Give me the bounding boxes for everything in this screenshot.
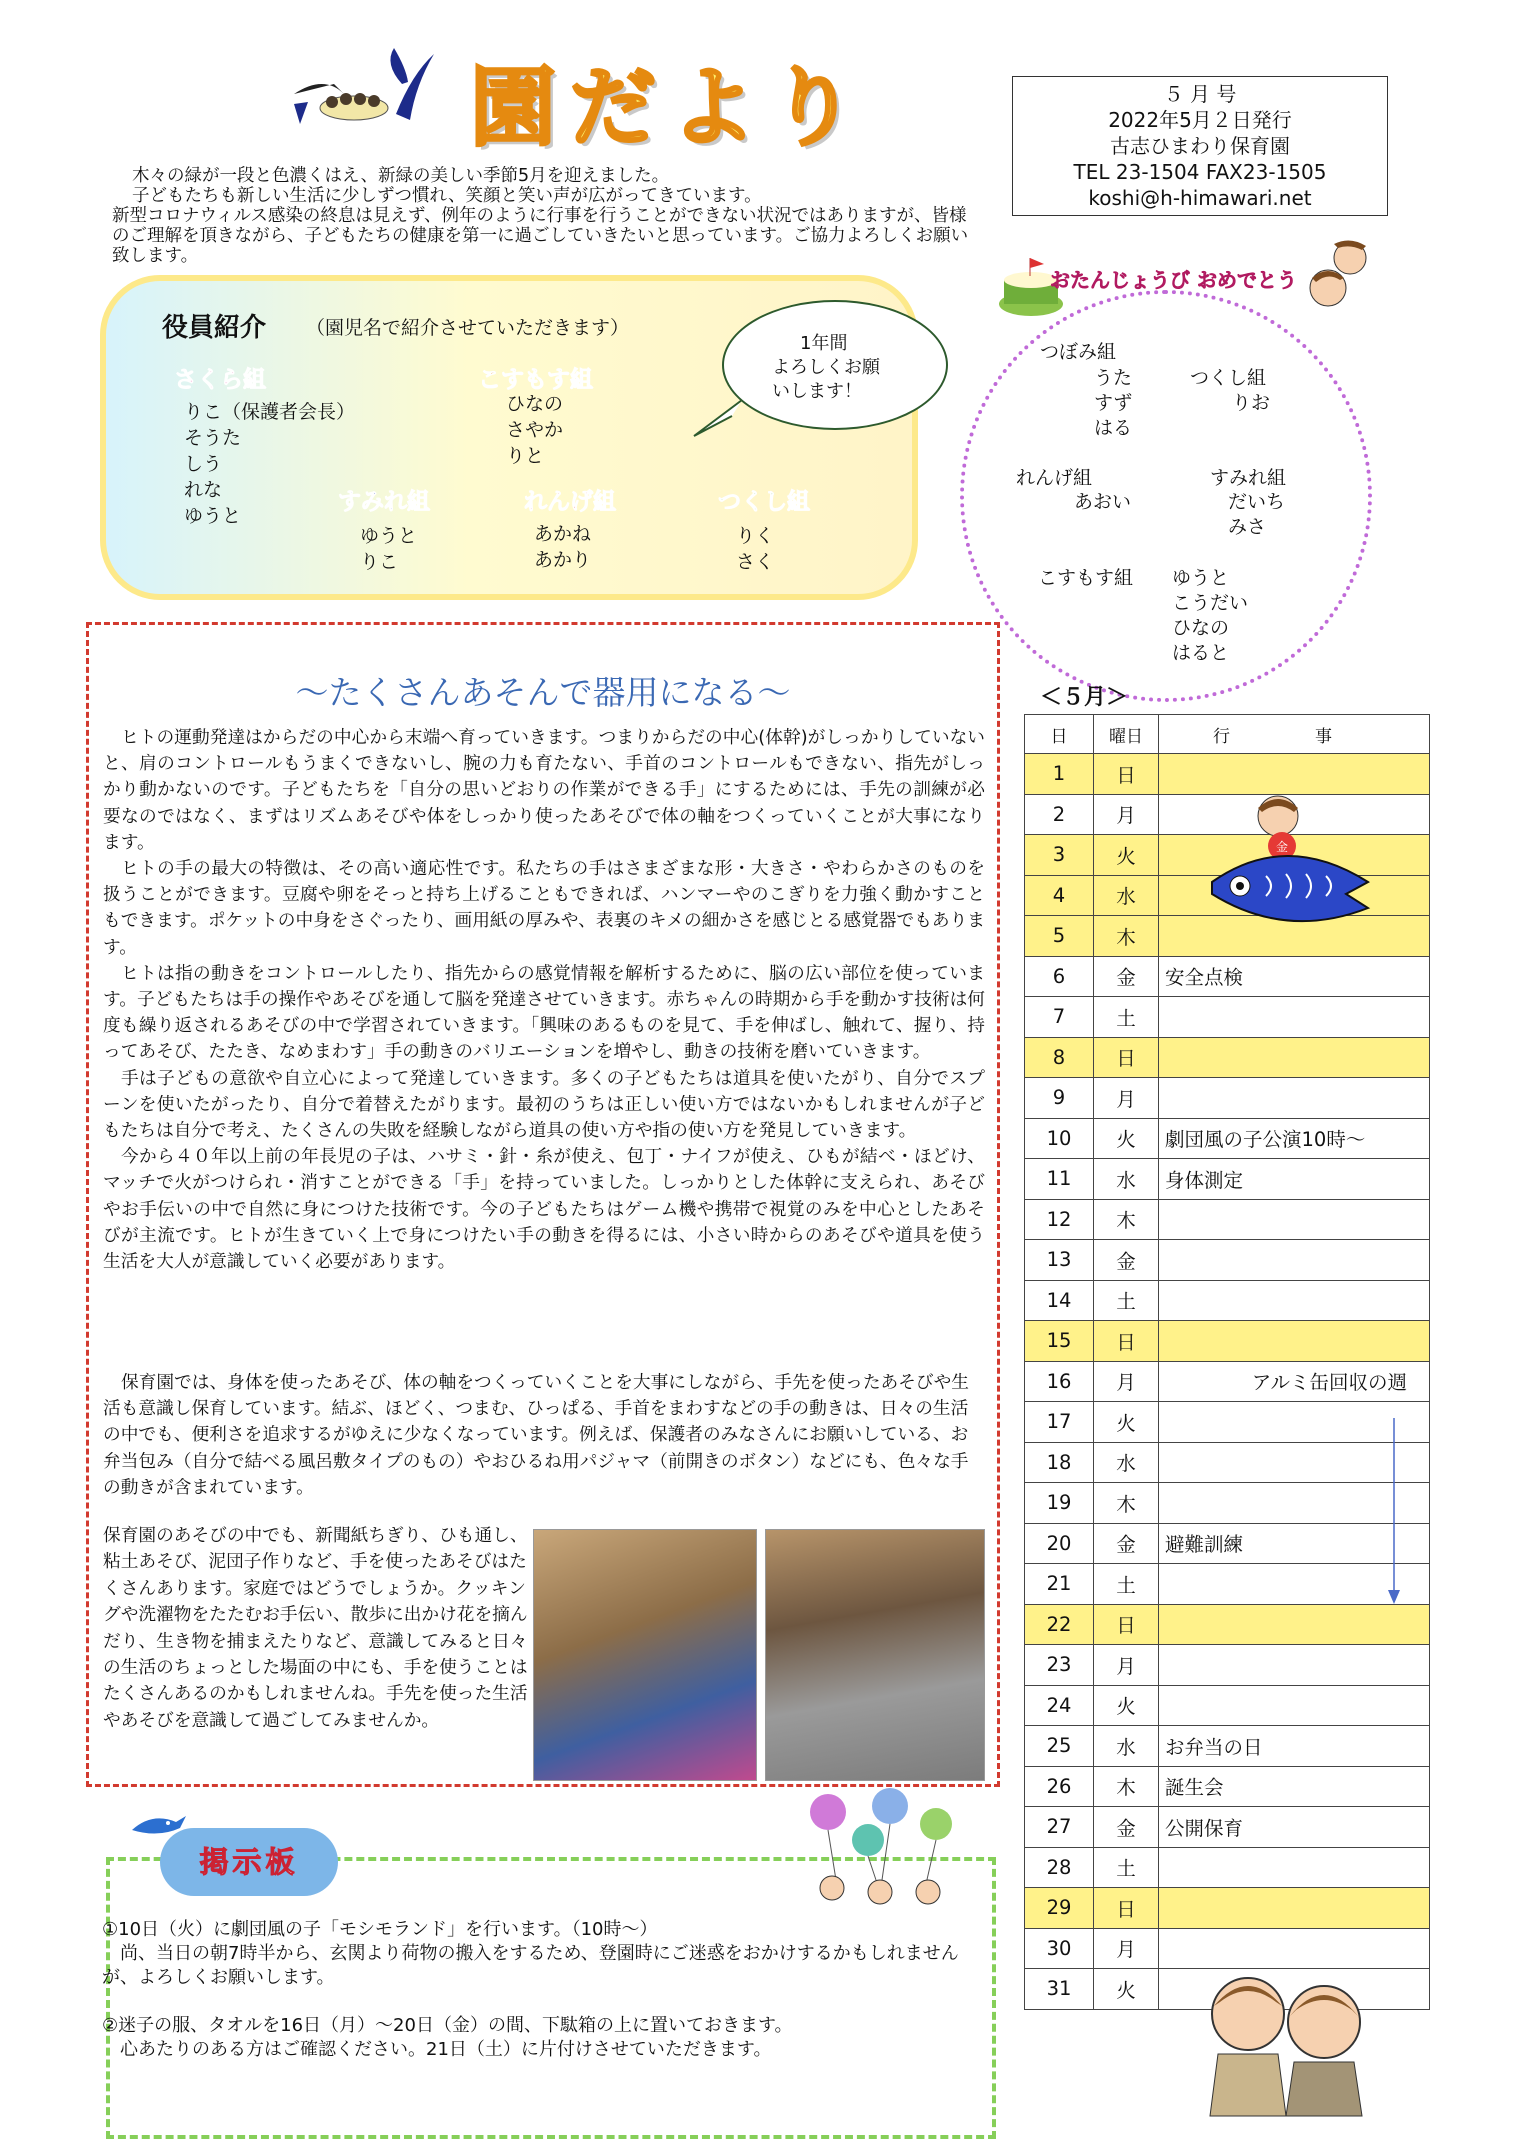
calendar-event [1159,1037,1430,1078]
group-renge: れんげ組 [524,489,616,515]
calendar-day: 13 [1025,1240,1094,1281]
bday-member: りお [1232,392,1271,414]
bubble-tail-icon [692,398,752,442]
bday-group-kosumosu: こすもす組 [1038,567,1134,589]
calendar-row [1025,1361,1430,1402]
calendar-event [1159,1321,1430,1362]
bday-member: はる [1094,417,1133,439]
bday-member: ひなの [1172,617,1230,639]
bday-group-sumire: すみれ組 [1210,467,1287,489]
calendar-header-event: 行 事 [1159,715,1430,754]
calendar-row [1025,1928,1430,1969]
calendar-day: 17 [1025,1402,1094,1443]
calendar-weekday: 金 [1094,956,1159,997]
bubble-line: いします！ [772,381,862,402]
phone-fax: TEL 23-1504 FAX23-1505 [1073,160,1327,184]
member: ゆうと [184,505,242,527]
calendar-event [1159,1604,1430,1645]
calendar-weekday: 金 [1094,1807,1159,1848]
article-box [86,622,1000,1787]
calendar-event [1159,1888,1430,1929]
issue-date: 2022年5月２日発行 [1108,108,1292,132]
email: koshi@h-himawari.net [1088,186,1312,210]
group-sumire-members [360,523,417,575]
group-sumire: すみれ組 [338,489,430,515]
issue-info-box [1012,76,1388,216]
calendar-day: 19 [1025,1483,1094,1524]
member: れな [184,479,223,501]
calendar-weekday: 水 [1094,1159,1159,1200]
two-kids-icon [1196,1966,1376,2130]
calendar-day: 21 [1025,1564,1094,1605]
calendar-weekday: 木 [1094,916,1159,957]
calendar-row [1025,1118,1430,1159]
bday-member: すず [1094,392,1133,414]
calendar-row [1025,1766,1430,1807]
board-item: 尚、当日の朝7時半から、玄関より荷物の搬入をするため、登園時にご迷惑をおかけするかもしれませんが、よろしくお願いします。 [102,1943,959,1988]
bday-member: うた [1094,367,1133,389]
page-title: 園だより [470,58,870,158]
member: あかね [534,523,592,545]
calendar-event [1159,1928,1430,1969]
intro-line: 子どもたちも新しい生活に少しずつ慣れ、笑顔と笑い声が広がってきています。 [132,186,762,206]
calendar-weekday: 月 [1094,1928,1159,1969]
officers-title: 役員紹介 [162,313,267,343]
calendar-day: 15 [1025,1321,1094,1362]
calendar-day: 2 [1025,794,1094,835]
calendar-weekday: 日 [1094,1888,1159,1929]
calendar-weekday: 土 [1094,1847,1159,1888]
calendar-event: お弁当の日 [1159,1726,1430,1767]
member: さく [736,551,775,573]
calendar-row [1025,1645,1430,1686]
birthday-banner-text: おたんじょうび おめでとう [1050,268,1297,292]
calendar-row [1025,1159,1430,1200]
calendar-row [1025,1888,1430,1929]
calendar-weekday: 月 [1094,794,1159,835]
bday-members-sumire [1228,490,1285,540]
photo-child-buttoning [765,1529,985,1781]
calendar-weekday: 火 [1094,1969,1159,2010]
calendar-row [1025,1847,1430,1888]
article-title: ～たくさんあそんで器用になる～ [295,673,791,712]
article-body [103,725,985,1275]
calendar-event [1159,1280,1430,1321]
calendar-event: 誕生会 [1159,1766,1430,1807]
issue-month: ５ 月 号 [1163,82,1237,106]
intro-line: 新型コロナウィルス感染の終息は見えず、例年のように行事を行うことができない状況ではありますが、皆様のご理解を頂きながら、子どもたちの健康を第一に過ごしていきたいと思っています。ご協力よろしくお願い致します。 [112,206,969,266]
group-tsukushi: つくし組 [718,489,810,515]
bday-member: ゆうと [1172,567,1230,589]
calendar-day: 11 [1025,1159,1094,1200]
intro-text [112,166,982,266]
board-item: ①10日（火）に劇団風の子「モシモランド」を行います。（10時～） [102,1919,658,1940]
calendar-event: 公開保育 [1159,1807,1430,1848]
calendar-event [1159,1199,1430,1240]
swallow-logo-icon [284,44,436,126]
calendar-label: ＜５月＞ [1040,685,1129,710]
calendar-row [1025,1280,1430,1321]
calendar-weekday: 木 [1094,1483,1159,1524]
calendar-row [1025,956,1430,997]
koinobori-boy-icon [1206,790,1376,944]
officers-subtitle: （園児名で紹介させていただきます） [306,317,630,339]
calendar-day: 24 [1025,1685,1094,1726]
group-tsukushi-members [736,523,774,575]
calendar-event [1159,1847,1430,1888]
bday-member: みさ [1228,516,1267,538]
calendar-row [1025,1199,1430,1240]
calendar-row [1025,1321,1430,1362]
calendar-day: 28 [1025,1847,1094,1888]
calendar-weekday: 金 [1094,1523,1159,1564]
calendar-day: 31 [1025,1969,1094,2010]
calendar-weekday: 日 [1094,1321,1159,1362]
calendar-header-row [1025,715,1430,754]
board-title: 掲示板 [160,1828,338,1896]
calendar-event: 安全点検 [1159,956,1430,997]
bday-member: だいち [1228,491,1286,513]
calendar-day: 25 [1025,1726,1094,1767]
calendar-day: 14 [1025,1280,1094,1321]
calendar-weekday: 火 [1094,1118,1159,1159]
calendar-header-day: 日 [1025,715,1094,754]
calendar-day: 8 [1025,1037,1094,1078]
calendar-event [1159,1078,1430,1119]
calendar-day: 30 [1025,1928,1094,1969]
article-paragraph: ヒトは指の動きをコントロールしたり、指先からの感覚情報を解析するために、脳の広い部位を使っています。子どもたちは手の操作やあそびを通して脳を発達させていきます。赤ちゃんの時期から手を動かす技術は何度も繰り返されるあそびの中で学習されていきます。「興味のあるものを見て、手を伸ばし、触れて、握り、持ってあそび、たたき、なめまわす」手の動きのバリエーションを増やし、動きの技術を磨いていきます。 [103,963,985,1063]
calendar-weekday: 土 [1094,1564,1159,1605]
member: さやか [506,419,564,441]
article-paragraph: 手は子どもの意欲や自立心によって発達していきます。多くの子どもたちは道具を使いたがり、自分でスプーンを使いたがったり、自分で着替えたがります。最初のうちは正しい使い方ではないかもしれませんが子どもたちは自分で考え、たくさんの失敗を経験しながら道具の使い方や指の使い方を発見していきます。 [103,1068,985,1142]
bday-members-kosumosu [1172,566,1248,666]
calendar-day: 3 [1025,835,1094,876]
board-item: ②迷子の服、タオルを16日（月）～20日（金）の間、下駄箱の上に置いておきます。 [102,2015,793,2036]
calendar-event: アルミ缶回収の週 [1159,1361,1430,1402]
calendar-weekday: 日 [1094,1604,1159,1645]
calendar-event [1159,1240,1430,1281]
calendar-day: 20 [1025,1523,1094,1564]
member: ひなの [506,393,564,415]
member: しう [184,453,223,475]
calendar-row [1025,1604,1430,1645]
group-renge-members [534,521,591,573]
calendar-weekday: 日 [1094,1037,1159,1078]
calendar-weekday: 金 [1094,1240,1159,1281]
calendar-row [1025,754,1430,795]
calendar-weekday: 月 [1094,1645,1159,1686]
calendar-weekday: 水 [1094,1726,1159,1767]
calendar-row [1025,1442,1430,1483]
calendar-event: 劇団風の子公演10時～ [1159,1118,1430,1159]
group-kosumosu: こすもす組 [478,367,593,393]
member: あかり [534,549,592,571]
calendar-weekday: 水 [1094,875,1159,916]
calendar-row [1025,997,1430,1038]
calendar-header-weekday: 曜日 [1094,715,1159,754]
calendar-weekday: 月 [1094,1078,1159,1119]
birthday-banner [1050,264,1297,293]
bday-member: あおい [1074,491,1132,513]
calendar-event [1159,997,1430,1038]
bubble-line: 1年間 [800,333,848,354]
calendar-weekday: 火 [1094,1685,1159,1726]
calendar-weekday: 日 [1094,754,1159,795]
calendar-day: 6 [1025,956,1094,997]
member: りく [736,525,775,547]
calendar-event [1159,754,1430,795]
member: りと [506,445,545,467]
group-sakura-members [184,399,355,529]
calendar-day: 1 [1025,754,1094,795]
calendar-row [1025,1240,1430,1281]
calendar-day: 9 [1025,1078,1094,1119]
speech-bubble [722,300,948,430]
calendar-day: 5 [1025,916,1094,957]
calendar-day: 29 [1025,1888,1094,1929]
calendar-day: 26 [1025,1766,1094,1807]
bday-group-renge: れんげ組 [1016,467,1093,489]
balloon-kids-icon [796,1784,992,1918]
birthday-circle [960,290,1372,702]
calendar-row [1025,1726,1430,1767]
calendar-day: 4 [1025,875,1094,916]
bubble-line: よろしくお願 [772,357,880,378]
bday-members-tsubomi [1094,366,1132,441]
calendar-day: 22 [1025,1604,1094,1645]
calendar-weekday: 火 [1094,1402,1159,1443]
kids-face-icon [1300,236,1380,320]
calendar-day: 16 [1025,1361,1094,1402]
calendar-row [1025,1037,1430,1078]
bday-member: こうだい [1172,592,1249,614]
board-text [102,1918,982,2062]
calendar-event [1159,1685,1430,1726]
calendar-event: 身体測定 [1159,1159,1430,1200]
svg-text:金: 金 [1276,840,1289,854]
calendar-row [1025,1807,1430,1848]
article-paragraph: ヒトの手の最大の特徴は、その高い適応性です。私たちの手はさまざまな形・大きさ・やわらかさのものを扱うことができます。豆腐や卵をそっと持ち上げることもできれば、ハンマーやのこぎりを力強く動かすこともできます。ポケットの中身をさぐったり、画用紙の厚みや、表裏のキメの細かさを感じとる感覚器でもあります。 [103,859,985,958]
calendar-day: 7 [1025,997,1094,1038]
board-item [102,1990,982,2014]
article-body-3: 保育園のあそびの中でも、新聞紙ちぎり、ひも通し、粘土あそび、泥団子作りなど、手を使ったあそびはたくさんあります。家庭ではどうでしょうか。クッキングや洗濯物をたたむお手伝い、散歩に出かけ花を摘んだり、生き物を捕まえたりなど、意識してみると日々の生活のちょっとした場面の中にも、手を使うことはたくさんあるのかもしれませんね。手先を使った生活やあそびを意識して過ごしてみませんか。 [103,1526,528,1731]
calendar-day: 10 [1025,1118,1094,1159]
calendar-day: 23 [1025,1645,1094,1686]
calendar-day: 12 [1025,1199,1094,1240]
board-item: 心あたりのある方はご確認ください。21日（土）に片付けさせていただきます。 [102,2039,772,2060]
calendar-row [1025,1685,1430,1726]
group-kosumosu-members [506,391,563,469]
member: りこ [360,551,399,573]
calendar-day: 18 [1025,1442,1094,1483]
calendar-row [1025,1564,1430,1605]
bday-group-tsubomi: つぼみ組 [1040,341,1117,363]
calendar-weekday: 月 [1094,1361,1159,1402]
intro-line: 木々の緑が一段と色濃くはえ、新緑の美しい季節5月を迎えました。 [132,166,670,186]
calendar-weekday: 土 [1094,1280,1159,1321]
calendar-event [1159,1645,1430,1686]
group-sakura: さくら組 [174,367,266,393]
calendar-weekday: 土 [1094,997,1159,1038]
school-name: 古志ひまわり保育園 [1110,134,1290,158]
photo-child-wrapping [533,1529,757,1781]
bday-group-tsukushi: つくし組 [1190,367,1267,389]
member: りこ（保護者会長） [184,401,356,423]
bday-member: はると [1172,642,1230,664]
calendar-row [1025,1523,1430,1564]
member: ゆうと [360,525,418,547]
calendar-weekday: 水 [1094,1442,1159,1483]
calendar-row [1025,1402,1430,1443]
calendar-row [1025,1483,1430,1524]
calendar-event: 避難訓練 [1159,1523,1430,1564]
down-arrow-icon [1388,1418,1400,1608]
calendar-weekday: 木 [1094,1766,1159,1807]
member: そうた [184,427,242,449]
calendar-row [1025,1078,1430,1119]
article-body-2 [103,1370,985,1501]
article-paragraph: ヒトの運動発達はからだの中心から末端へ育っていきます。つまりからだの中心(体幹)がしっかりしていないと、肩のコントロールもうまくできないし、腕の力も育たない、手首のコントロールもできない、指先がしっかり動かないのです。子どもたちを「自分の思いどおりの作業ができる手」にするためには、手先の訓練が必要なのではなく、まずはリズムあそびや体をしっかり使ったあそびで体の軸をつくっていくことが大事になります。 [103,728,985,853]
calendar-weekday: 木 [1094,1199,1159,1240]
article-paragraph: 保育園では、身体を使ったあそび、体の軸をつくっていくことを大事にしながら、手先を使ったあそびや生活も意識し保育しています。結ぶ、ほどく、つまむ、ひっぱる、手首をまわすなどの手の動きは、日々の生活の中でも、便利さを追求するがゆえに少なくなっています。例えば、保護者のみなさんにお願いしている、お弁当包み（自分で結べる風呂敷タイプのもの）やおひるね用パジャマ（前開きのボタン）などにも、色々な手の動きが含まれています。 [103,1373,969,1498]
article-paragraph: 今から４０年以上前の年長児の子は、ハサミ・針・糸が使え、包丁・ナイフが使え、ひもが結べ・ほどけ、マッチで火がつけられ・消すことができる「手」を持っていました。しっかりとした体幹に支えられ、あそびやお手伝いの中で自然に身につけた技術です。今の子どもたちはゲーム機や携帯で視覚のみを中心としたあそびが主流です。ヒトが生きていく上で身につけたい手の動きを得るには、小さい時からのあそびや道具を使う生活を大人が意識していく必要があります。 [103,1147,985,1273]
calendar-weekday: 火 [1094,835,1159,876]
calendar-day: 27 [1025,1807,1094,1848]
